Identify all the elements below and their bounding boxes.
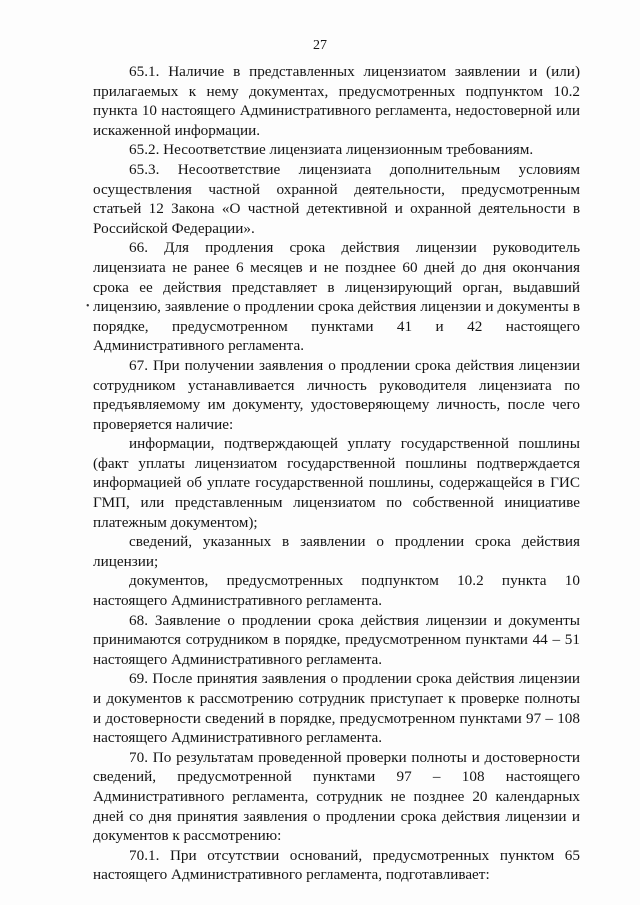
paragraph-65-2: 65.2. Несоответствие лицензиата лицензионным требованиям. — [129, 141, 534, 159]
paragraph-65-1: 65.1. Наличие в представленных лицензиатом заявлении и (или) прилагаемых к нему документах, предусмотренных подпунктом 10.2 пункта 10 настоящего Административного регламента, недостоверной или искаженной информации. — [93, 63, 580, 139]
paragraph-66: 66. Для продления срока действия лицензии руководитель лицензиата не ранее 6 месяцев и не позднее 60 дней до дня окончания срока ее действия представляет в лицензирующий орган, выдавший лицензию, заявление о продлении срока действия лицензии и документы в порядке, предусмотренном пунктами 41 и 42 настоящего Административного регламента. — [93, 239, 580, 355]
paragraph-68: 68. Заявление о продлении срока действия лицензии и документы принимаются сотрудником в порядке, предусмотренном пунктами 44 – 51 настоящего Административного регламента. — [93, 611, 580, 668]
paragraph-70-1: 70.1. При отсутствии оснований, предусмотренных пунктом 65 настоящего Административного регламента, подготавливает: — [93, 846, 580, 884]
paragraph-67-item-fee: информации, подтверждающей уплату государственной пошлины (факт уплаты лицензиатом государственной пошлины подтверждается информацией об уплате государственной пошлины, содержащейся в ГИС ГМП, или представленным лицензиатом по собственной инициативе платежным документом); — [93, 435, 580, 531]
paragraph-70: 70. По результатам проведенной проверки полноты и достоверности сведений, предусмотренной пунктами 97 – 108 настоящего Административного регламента, сотрудник не позднее 20 календарных дней со дня принятия заявления о продлении срока действия лицензии и документов к рассмотрению: — [93, 748, 580, 845]
document-body — [93, 62, 580, 885]
paragraph-65-3: 65.3. Несоответствие лицензиата дополнительным условиям осуществления частной охранной деятельности, предусмотренным статьей 12 Закона «О частной детективной и охранной деятельности в Российской Федерации». — [93, 160, 580, 237]
paragraph-69: 69. После принятия заявления о продлении срока действия лицензии и документов к рассмотрению сотрудник приступает к проверке полноты и достоверности сведений в порядке, предусмотренном пунктами 97 – 108 настоящего Административного регламента. — [93, 670, 580, 747]
paragraph-67-item-docs: документов, предусмотренных подпунктом 10.2 пункта 10 настоящего Административного регламента. — [93, 572, 580, 610]
paragraph-67-item-info: сведений, указанных в заявлении о продлении срока действия лицензии; — [93, 533, 580, 570]
page-number: 27 — [313, 38, 327, 53]
margin-mark: • — [86, 301, 90, 312]
paragraph-67: 67. При получении заявления о продлении срока действия лицензии сотрудником устанавливается личность руководителя лицензиата по предъявляемому им документу, удостоверяющему личность, после чего проверяется наличие: — [93, 356, 580, 433]
